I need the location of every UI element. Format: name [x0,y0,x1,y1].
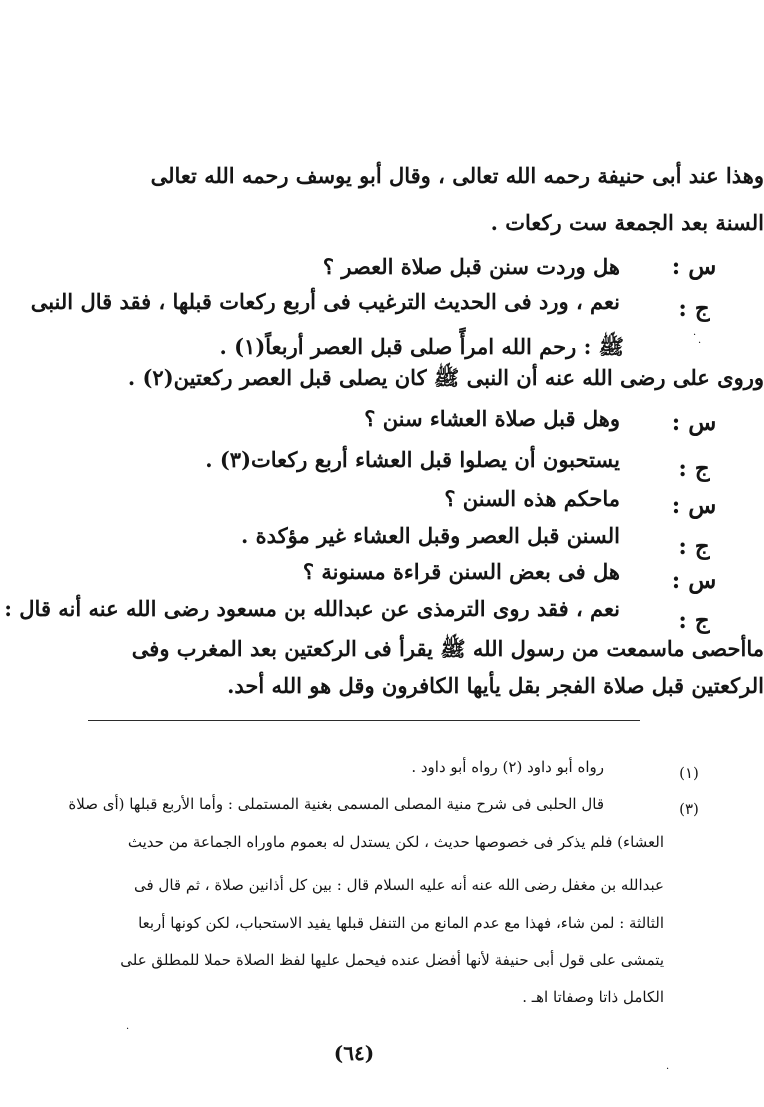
page-number: (٦٤) [333,1041,375,1065]
scan-speck: · [666,1064,670,1075]
answer-1-line-1: نعم ، ورد فى الحديث الترغيب فى أربع ركعات قبلها ، فقد قال النبى [30,289,620,314]
footnote-3-line-4: الثالثة : لمن شاء، فهذا مع عدم المانع من التنفل قبلها يفيد الاستحباب، لكن كونها أربعا [138,914,664,932]
question-marker-3: س : [671,492,717,519]
answer-4-line-1: نعم ، فقد روى الترمذى عن عبدالله بن مسعود رضى الله عنه أنه قال : [4,596,620,621]
scan-speck: · [693,330,697,341]
question-marker-2: س : [671,409,717,436]
answer-marker-2: ج : [678,455,710,482]
body-line-1-text: وهذا عند أبى حنيفة رحمه الله تعالى ، وقال أبو يوسف رحمه الله تعالى [150,163,764,188]
answer-marker-3: ج : [678,533,710,560]
answer-1-line-2: ﷺ : رحم الله امرأً صلى قبل العصر أربعاً(١) . [219,334,624,359]
footnote-1-text: رواه أبو داود (٢) رواه أبو داود . [411,758,604,776]
question-marker-1: س : [671,253,717,280]
footnote-separator [88,720,640,721]
answer-marker-1: ج : [678,295,710,322]
answer-3: السنن قبل العصر وقبل العشاء غير مؤكدة . [240,523,620,548]
answer-1-line-3 [72,367,764,388]
footnote-3-line-6: الكامل ذاتا وصفاتا اهـ . [522,988,664,1006]
question-1: هل وردت سنن قبل صلاة العصر ؟ [322,254,620,279]
answer-4-line-3 [72,675,764,696]
answer-4-line-3-text: الركعتين قبل صلاة الفجر بقل يأيها الكافرون وقل هو الله أحد. [227,673,764,698]
answer-4-line-2 [72,638,764,659]
answer-1-line-3-text: وروى على رضى الله عنه أن النبى ﷺ كان يصلى قبل العصر ركعتين(٢) . [127,365,764,390]
footnote-3-line-3: عبدالله بن مغفل رضى الله عنه أنه عليه السلام قال : بين كل أذانين صلاة ، ثم قال فى [133,876,664,894]
scan-speck: · [698,338,702,349]
footnote-1-number: (١) [679,764,699,782]
answer-marker-4: ج : [678,607,710,634]
footnote-3-line-1: قال الحلبى فى شرح منية المصلى المسمى بغنية المستملى : وأما الأربع قبلها (أى صلاة [68,795,604,813]
body-line-2 [74,212,764,233]
question-2: وهل قبل صلاة العشاء سنن ؟ [364,406,620,431]
answer-2: يستحبون أن يصلوا قبل العشاء أربع ركعات(٣) . [205,447,620,472]
body-line-2-text: السنة بعد الجمعة ست ركعات . [490,210,764,235]
question-3: ماحكم هذه السنن ؟ [444,486,620,511]
footnote-3-number: (٣) [679,800,699,818]
scan-speck: · [126,1024,130,1035]
question-marker-4: س : [671,567,717,594]
footnote-3-line-5: يتمشى على قول أبى حنيفة لأنها أفضل عنده فيحمل عليها لفظ الصلاة حملا للمطلق على [120,951,664,969]
question-4: هل فى بعض السنن قراءة مسنونة ؟ [302,559,620,584]
footnote-3-line-2: العشاء) فلم يذكر فى خصوصها حديث ، لكن يستدل له بعموم ماوراه الجماعة من حديث [127,833,664,851]
body-line-1 [74,165,764,186]
answer-4-line-2-text: ماأحصى ماسمعت من رسول الله ﷺ يقرأ فى الركعتين بعد المغرب وفى [131,636,764,661]
